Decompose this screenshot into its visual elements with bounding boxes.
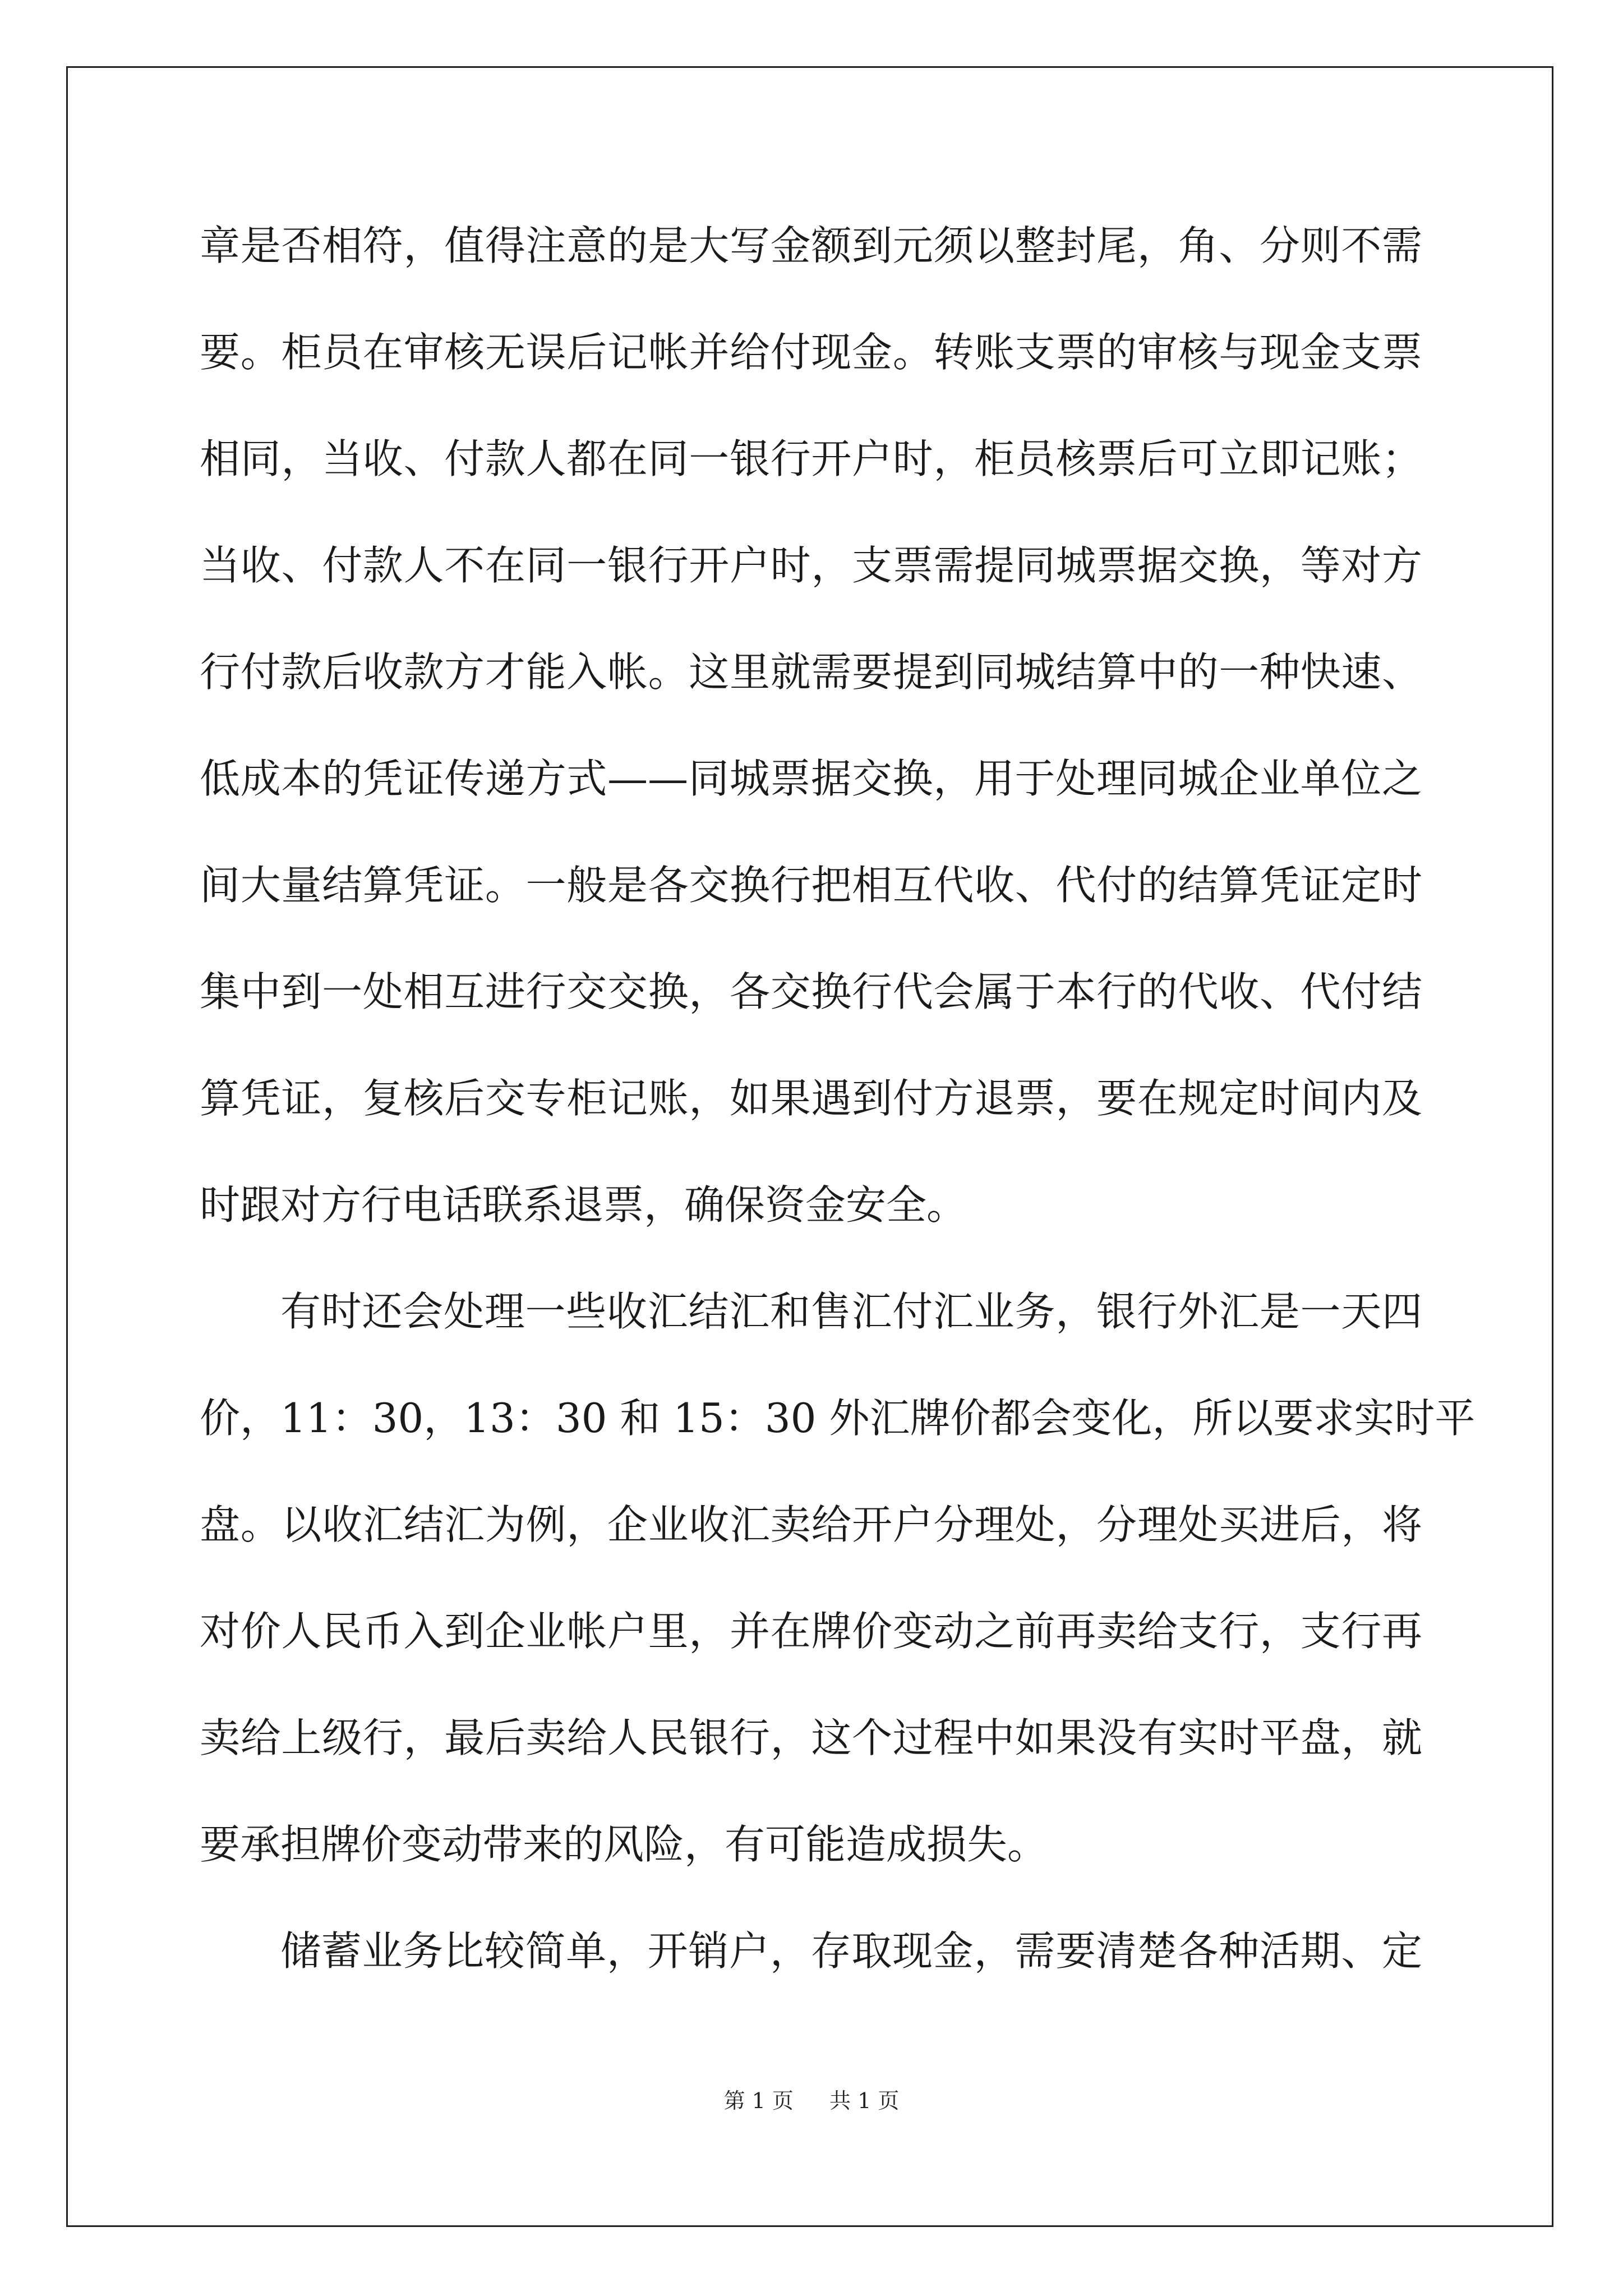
text-line: 卖给上级行，最后卖给人民银行，这个过程中如果没有实时平盘，就 <box>200 1714 1422 1761</box>
text-line: 价，11：30，13：30 和 15：30 外汇牌价都会变化，所以要求实时平 <box>200 1395 1476 1442</box>
text-line: 有时还会处理一些收汇结汇和售汇付汇业务，银行外汇是一天四 <box>280 1288 1422 1335</box>
text-line: 集中到一处相互进行交交换，各交换行代会属于本行的代收、代付结 <box>200 968 1422 1015</box>
text-line: 盘。以收汇结汇为例，企业收汇卖给开户分理处，分理处买进后，将 <box>200 1501 1422 1548</box>
text-line: 对价人民币入到企业帐户里，并在牌价变动之前再卖给支行，支行再 <box>200 1608 1422 1655</box>
text-line: 当收、付款人不在同一银行开户时，支票需提同城票据交换，等对方 <box>200 542 1422 589</box>
text-line: 要承担牌价变动带来的风险，有可能造成损失。 <box>200 1821 1048 1868</box>
text-line: 算凭证，复核后交专柜记账，如果遇到付方退票，要在规定时间内及 <box>200 1075 1422 1122</box>
page-total: 共 1 页 <box>829 2088 900 2113</box>
text-line: 相同，当收、付款人都在同一银行开户时，柜员核票后可立即记账； <box>200 435 1422 482</box>
text-line: 要。柜员在审核无误后记帐并给付现金。转账支票的审核与现金支票 <box>200 329 1422 376</box>
text-line: 章是否相符，值得注意的是大写金额到元须以整封尾，角、分则不需 <box>200 222 1422 269</box>
text-line: 时跟对方行电话联系退票，确保资金安全。 <box>200 1181 967 1228</box>
page-footer <box>0 2087 1623 2115</box>
text-line: 储蓄业务比较简单，开销户，存取现金，需要清楚各种活期、定 <box>280 1927 1422 1975</box>
paragraph <box>200 1917 1422 2024</box>
paragraph <box>200 1278 1476 1917</box>
paragraph <box>200 212 1422 1278</box>
text-line: 行付款后收款方才能入帐。这里就需要提到同城结算中的一种快速、 <box>200 648 1422 696</box>
text-line: 间大量结算凭证。一般是各交换行把相互代收、代付的结算凭证定时 <box>200 862 1422 909</box>
document-body <box>200 212 1476 2024</box>
page-number: 第 1 页 <box>723 2088 794 2113</box>
text-line: 低成本的凭证传递方式——同城票据交换，用于处理同城企业单位之 <box>200 755 1422 802</box>
